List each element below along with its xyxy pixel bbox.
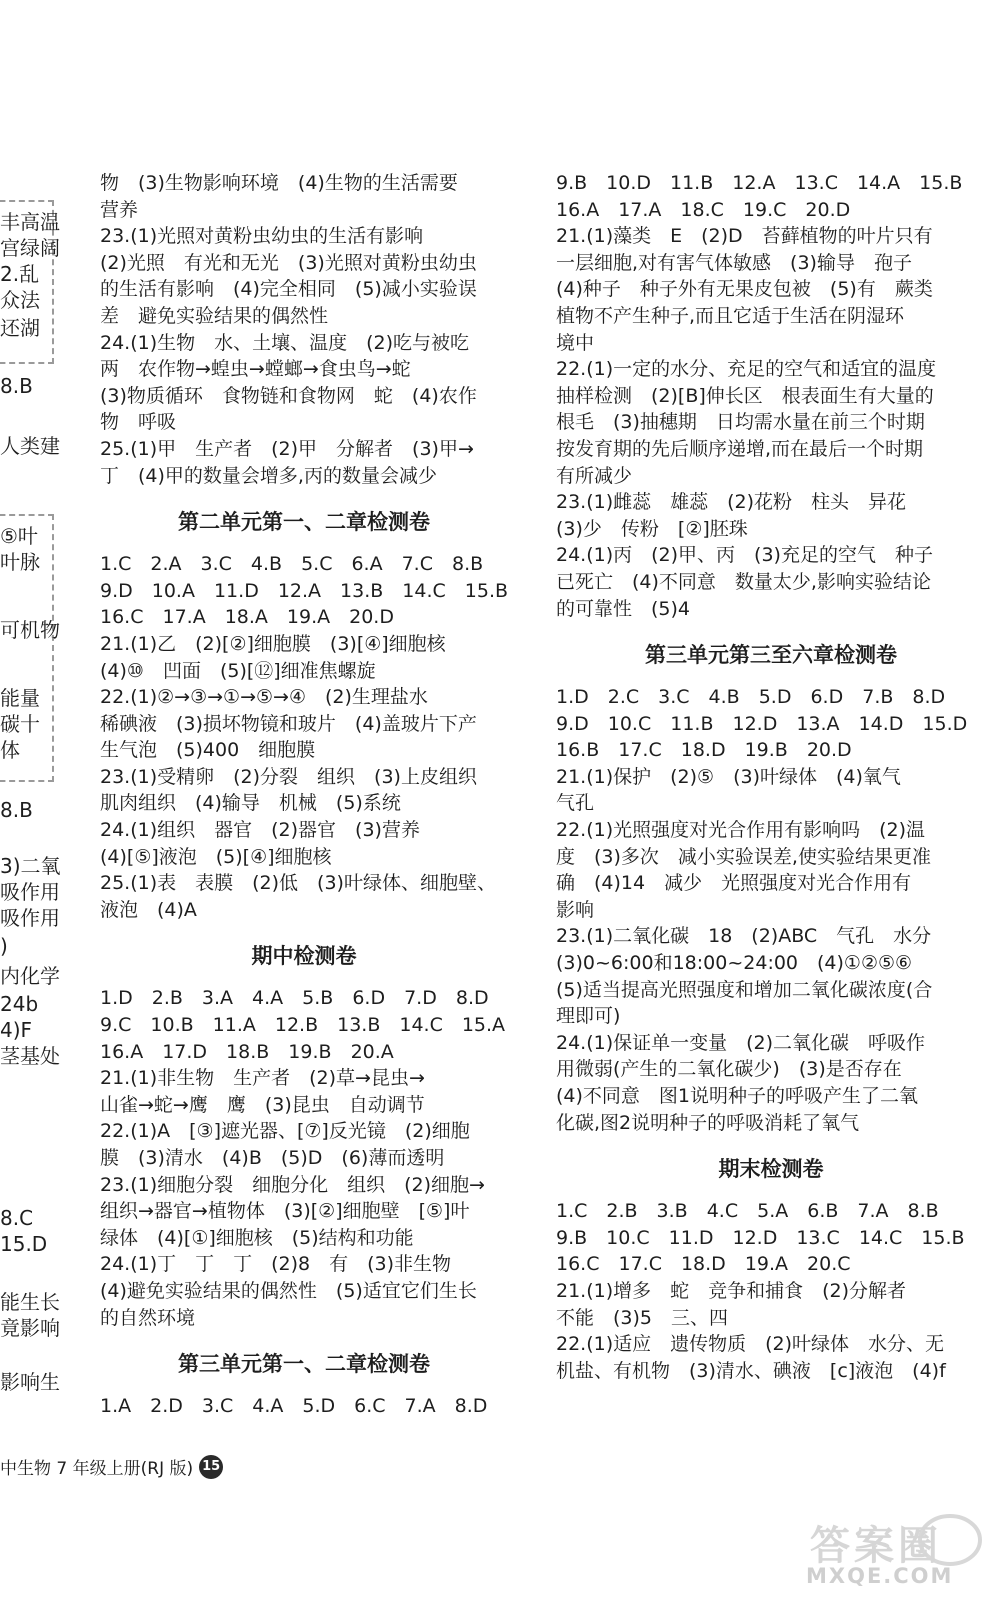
fragment-text: 众法 <box>0 288 40 312</box>
answer-line: (3)物质循环 食物链和食物网 蛇 (4)农作 <box>100 384 477 407</box>
answer-line: 组织→器官→植物体 (3)[②]细胞壁 [⑤]叶 <box>100 1200 470 1223</box>
answer-line: 23.(1)受精卵 (2)分裂 组织 (3)上皮组织 <box>100 765 477 788</box>
fragment-text: 茎基处 <box>0 1044 60 1068</box>
answer-line: 稀碘液 (3)损坏物镜和玻片 (4)盖玻片下产 <box>100 712 477 735</box>
answer-line: 9.D 10.C 11.B 12.D 13.A 14.D 15.D <box>556 712 968 735</box>
answer-line: (5)适当提高光照强度和增加二氧化碳浓度(合 <box>556 978 933 1001</box>
answer-line: (4)种子 种子外有无果皮包被 (5)有 蕨类 <box>556 278 933 301</box>
answer-line: 22.(1)②→③→①→⑤→④ (2)生理盐水 <box>100 686 428 709</box>
fragment-text: 叶脉 <box>0 550 40 574</box>
answer-line: 植物不产生种子,而且它适于生活在阴湿环 <box>556 304 905 327</box>
answer-line: (3)0~6:00和18:00~24:00 (4)①②⑤⑥ <box>556 952 913 975</box>
fragment-text: 4)F <box>0 1018 33 1042</box>
answer-line: (4)[⑤]液泡 (5)[④]细胞核 <box>100 845 332 868</box>
left-page-fragment <box>0 0 62 1600</box>
fragment-text: 内化学 <box>0 964 60 988</box>
fragment-text: 人类建 <box>0 434 60 458</box>
fragment-text: ⑤叶 <box>0 524 38 548</box>
answer-line: 理即可) <box>556 1005 621 1028</box>
answer-line: 一层细胞,对有害气体敏感 (3)输导 孢子 <box>556 251 912 274</box>
answer-line: 25.(1)表 表膜 (2)低 (3)叶绿体、细胞壁、 <box>100 872 496 895</box>
answer-line: 1.C 2.A 3.C 4.B 5.C 6.A 7.C 8.B <box>100 553 484 576</box>
answer-line: 度 (3)多次 减小实验误差,使实验结果更准 <box>556 845 931 868</box>
answer-line: 22.(1)适应 遗传物质 (2)叶绿体 水分、无 <box>556 1333 945 1356</box>
fragment-text: 竟影响 <box>0 1316 60 1340</box>
answer-line: (4)避免实验结果的偶然性 (5)适宜它们生长 <box>100 1279 477 1302</box>
answer-line: 21.(1)非生物 生产者 (2)草→昆虫→ <box>100 1067 425 1090</box>
answer-line: 根毛 (3)抽穗期 日均需水量在前三个时期 <box>556 411 925 434</box>
answer-line: 24.(1)丁 丁 丁 (2)8 有 (3)非生物 <box>100 1253 452 1276</box>
fragment-text: 能生长 <box>0 1290 60 1314</box>
answer-line: 9.B 10.D 11.B 12.A 13.C 14.A 15.B <box>556 172 963 194</box>
answer-line: 物 (3)生物影响环境 (4)生物的生活需要 <box>100 172 458 194</box>
answer-line: 9.D 10.A 11.D 12.A 13.B 14.C 15.B <box>100 579 508 602</box>
fragment-text: ) <box>0 934 8 958</box>
answer-line: 绿体 (4)[①]细胞核 (5)结构和功能 <box>100 1226 414 1249</box>
answer-line: 16.A 17.A 18.C 19.C 20.D <box>556 198 851 221</box>
answer-line: 确 (4)14 减少 光照强度对光合作用有 <box>556 872 912 895</box>
answer-line: 24.(1)保证单一变量 (2)二氧化碳 呼吸作 <box>556 1031 926 1054</box>
watermark-logo <box>800 1510 990 1590</box>
footer-book-title: 中生物 7 年级上册(RJ 版) <box>0 1459 194 1479</box>
answer-line: 气孔 <box>556 792 595 815</box>
fragment-text: 丰高温 <box>0 210 60 234</box>
answer-line: 25.(1)甲 生产者 (2)甲 分解者 (3)甲→ <box>100 437 474 460</box>
answer-line: 9.B 10.C 11.D 12.D 13.C 14.C 15.B <box>556 1226 965 1249</box>
answer-line: 物 呼吸 <box>100 411 177 434</box>
answer-line: 1.D 2.B 3.A 4.A 5.B 6.D 7.D 8.D <box>100 987 489 1010</box>
answer-line: 有所减少 <box>556 464 633 487</box>
answer-line: 23.(1)细胞分裂 细胞分化 组织 (2)细胞→ <box>100 1173 485 1196</box>
answer-line: 液泡 (4)A <box>100 898 197 921</box>
answer-line: 23.(1)光照对黄粉虫幼虫的生活有影响 <box>100 225 424 248</box>
answer-line: 的可靠性 (5)4 <box>556 597 691 620</box>
answer-line: 22.(1)光照强度对光合作用有影响吗 (2)温 <box>556 819 926 842</box>
answer-line: (2)光照 有光和无光 (3)光照对黄粉虫幼虫 <box>100 251 477 274</box>
answer-line: 1.A 2.D 3.C 4.A 5.D 6.C 7.A 8.D <box>100 1395 488 1418</box>
answer-line: 22.(1)一定的水分、充足的空气和适宜的温度 <box>556 358 937 381</box>
fragment-text: 影响生 <box>0 1370 60 1394</box>
answer-line: 生气泡 (5)400 细胞膜 <box>100 739 316 762</box>
section-heading: 期末检测卷 <box>718 1157 824 1182</box>
answer-line: (3)少 传粉 [②]胚珠 <box>556 517 748 540</box>
answer-line: 22.(1)A [③]遮光器、[⑦]反光镜 (2)细胞 <box>100 1120 470 1143</box>
answer-line: 9.C 10.B 11.A 12.B 13.B 14.C 15.A <box>100 1014 506 1037</box>
fragment-text: 可机物 <box>0 618 60 642</box>
answer-line: 山雀→蛇→鹰 鹰 (3)昆虫 自动调节 <box>100 1093 425 1116</box>
section-heading: 期中检测卷 <box>251 944 357 969</box>
answer-line: 16.B 17.C 18.D 19.B 20.D <box>556 739 852 762</box>
answer-line: 16.C 17.A 18.A 19.A 20.D <box>100 606 394 629</box>
answer-line: 24.(1)组织 器官 (2)器官 (3)营养 <box>100 819 420 842</box>
answer-line: 膜 (3)清水 (4)B (5)D (6)薄而透明 <box>100 1147 445 1169</box>
section-heading: 第二单元第一、二章检测卷 <box>178 510 430 535</box>
fragment-text: 8.B <box>0 798 33 822</box>
answer-line: 不能 (3)5 三、四 <box>556 1306 729 1329</box>
watermark-site: MXQE.COM <box>806 1564 954 1588</box>
answer-line: 16.C 17.C 18.D 19.A 20.C <box>556 1253 851 1276</box>
answer-line: 23.(1)二氧化碳 18 (2)ABC 气孔 水分 <box>556 925 932 948</box>
answer-line: 23.(1)雌蕊 雄蕊 (2)花粉 柱头 异花 <box>556 491 907 514</box>
watermark-chars: 答案圈 <box>810 1523 942 1569</box>
answer-line: 用微弱(产生的二氧化碳少) (3)是否存在 <box>556 1058 902 1081</box>
answer-line: 1.C 2.B 3.B 4.C 5.A 6.B 7.A 8.B <box>556 1200 939 1223</box>
fragment-text: 碳十 <box>0 712 40 736</box>
answer-line: 1.D 2.C 3.C 4.B 5.D 6.D 7.B 8.D <box>556 686 946 709</box>
answer-line: 影响 <box>556 898 595 921</box>
answer-line: 的自然环境 <box>100 1306 196 1329</box>
answer-line: 机盐、有机物 (3)清水、碘液 [c]液泡 (4)f <box>556 1359 946 1382</box>
page-footer <box>0 1454 223 1479</box>
page-number: 15 <box>199 1455 223 1479</box>
answer-line: 已死亡 (4)不同意 数量太少,影响实验结论 <box>556 570 931 593</box>
fragment-text: 8.B <box>0 374 33 398</box>
answer-line: (4)⑩ 凹面 (5)[⑫]细准焦螺旋 <box>100 659 376 682</box>
section-heading: 第三单元第三至六章检测卷 <box>645 643 897 668</box>
answer-line: 按发育期的先后顺序递增,而在最后一个时期 <box>556 437 924 460</box>
answer-line: (4)不同意 图1说明种子的呼吸产生了二氧 <box>556 1085 919 1107</box>
answer-line: 24.(1)丙 (2)甲、丙 (3)充足的空气 种子 <box>556 544 933 567</box>
answer-column-1 <box>100 170 508 1420</box>
fragment-text: 8.C <box>0 1206 34 1230</box>
fragment-text: 能量 <box>0 686 40 710</box>
fragment-text: 15.D <box>0 1232 48 1256</box>
answer-line: 24.(1)生物 水、土壤、温度 (2)吃与被吃 <box>100 331 470 354</box>
answer-column-2 <box>556 170 986 1384</box>
answer-line: 21.(1)增多 蛇 竞争和捕食 (2)分解者 <box>556 1279 907 1302</box>
answer-line: 21.(1)乙 (2)[②]细胞膜 (3)[④]细胞核 <box>100 632 446 655</box>
answer-line: 抽样检测 (2)[B]伸长区 根表面生有大量的 <box>556 384 934 407</box>
fragment-text: 宫绿阔 <box>0 236 60 260</box>
answer-line: 16.A 17.D 18.B 19.B 20.A <box>100 1040 394 1063</box>
fragment-text: 还湖 <box>0 316 40 340</box>
answer-line: 21.(1)保护 (2)⑤ (3)叶绿体 (4)氧气 <box>556 765 901 788</box>
answer-line: 丁 (4)甲的数量会增多,丙的数量会减少 <box>100 464 437 487</box>
fragment-text: 2.乱 <box>0 262 40 286</box>
fragment-text: 吸作用 <box>0 880 60 904</box>
fragment-text: 24b <box>0 992 39 1016</box>
answer-line: 肌肉组织 (4)输导 机械 (5)系统 <box>100 792 401 815</box>
answer-line: 化碳,图2说明种子的呼吸消耗了氧气 <box>556 1111 860 1134</box>
answer-line: 两 农作物→蝗虫→螳螂→食虫鸟→蛇 <box>100 358 411 381</box>
answer-line: 的生活有影响 (4)完全相同 (5)减小实验误 <box>100 278 477 301</box>
fragment-text: 体 <box>0 738 20 762</box>
answer-line: 21.(1)藻类 E (2)D 苔藓植物的叶片只有 <box>556 225 933 248</box>
section-heading: 第三单元第一、二章检测卷 <box>178 1352 430 1377</box>
fragment-text: 3)二氧 <box>0 854 61 878</box>
answer-line: 境中 <box>556 331 595 354</box>
answer-line: 营养 <box>100 198 139 221</box>
answer-line: 差 避免实验结果的偶然性 <box>100 304 329 327</box>
fragment-text: 吸作用 <box>0 906 60 930</box>
